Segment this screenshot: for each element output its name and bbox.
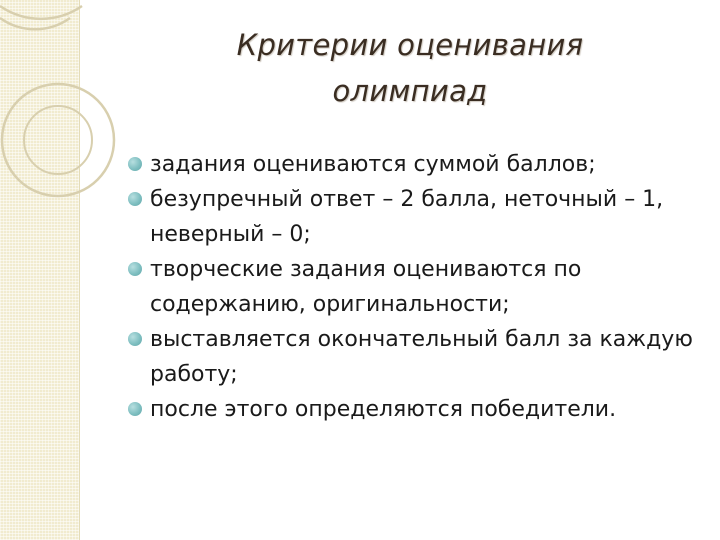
bullet-item bbox=[128, 182, 708, 252]
bullet-dot-icon bbox=[128, 402, 142, 416]
bullet-item bbox=[128, 392, 708, 427]
bullet-text: задания оцениваются суммой баллов; bbox=[150, 152, 596, 177]
slide-title bbox=[150, 22, 670, 114]
bullet-item bbox=[128, 252, 708, 322]
bullet-text: безупречный ответ – 2 балла, неточный – 1, неверный – 0; bbox=[150, 187, 664, 247]
bullet-text: после этого определяются победители. bbox=[150, 397, 617, 422]
bullet-dot-icon bbox=[128, 262, 142, 276]
title-line-1: Критерии оценивания bbox=[236, 28, 584, 62]
title-line-2: олимпиад bbox=[332, 74, 488, 108]
bullet-dot-icon bbox=[128, 192, 142, 206]
bullet-text: выставляется окончательный балл за каждую работу; bbox=[150, 327, 693, 387]
bullet-list bbox=[128, 147, 708, 427]
bullet-dot-icon bbox=[128, 157, 142, 171]
bullet-item bbox=[128, 147, 708, 182]
bullet-dot-icon bbox=[128, 332, 142, 346]
bullet-item bbox=[128, 322, 708, 392]
bullet-text: творческие задания оцениваются по содержанию, оригинальности; bbox=[150, 257, 582, 317]
